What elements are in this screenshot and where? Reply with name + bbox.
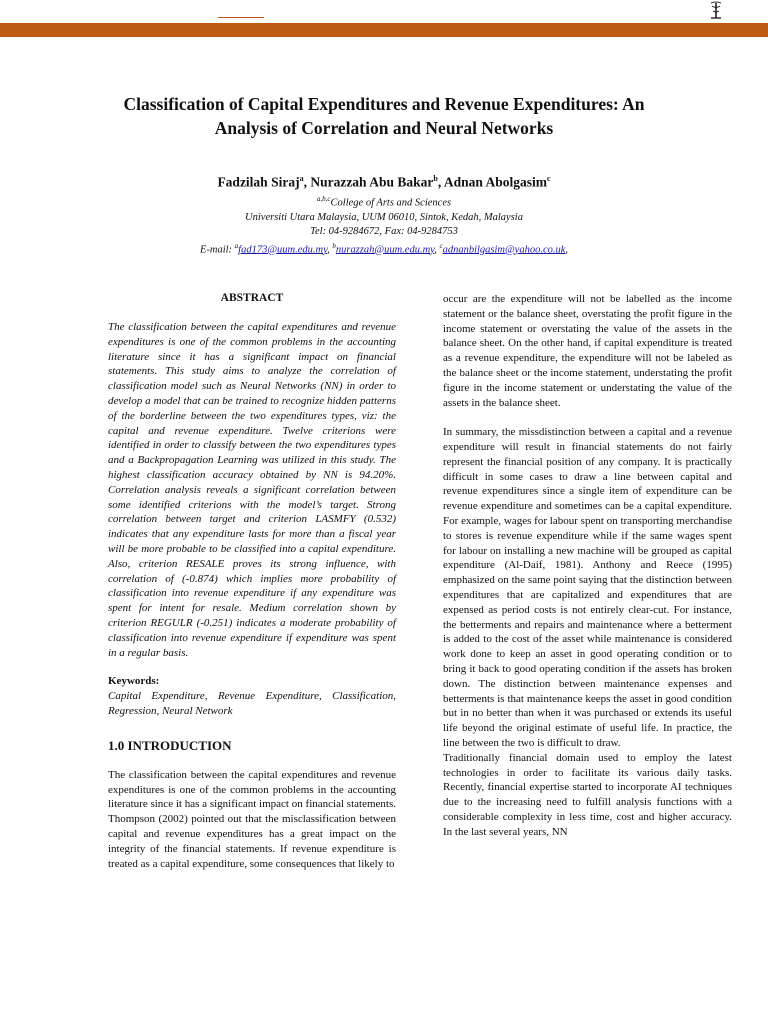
body-paragraph: Traditionally financial domain used to employ the latest technologies in order to facilitate its various daily tasks. Recently, financial expertise started to incorporate AI techniques due to the increasing need to fulfill analysis functions with a considerable complexity in less time, cost and higher accuracy. In the last several years, NN [443,751,732,838]
author-separator: , [437,174,444,190]
title-line-2: Analysis of Correlation and Neural Networks [214,118,554,138]
email-sup: c [439,241,443,250]
affiliation-block [60,192,708,257]
email-sup: b [332,241,336,250]
body-paragraph: In summary, the missdistinction between a capital and a revenue expenditure will result in financial statements do not fairly represent the financial position of any company. It is practically difficult in some cases to draw a line between capital and revenue expenditures since a single item of expenditure can be revenue expenditure and sometimes can be a capital expenditure. For example, wages for labour spent on transporting merchandise to stores is revenue expenditure while if the same wages spent for labour on installing a new machine will be grouped as capital expenditure (Al-Daif, 1981). Anthony and Reece (1995) emphasized on the same point saying that the distinction between expenditures that are capitalized and expenditures that are expensed as period costs is not entirely clear-cut. For instance, the betterments and repairs and maintenance where a betterment is added to the cost of the asset while maintenance is considered work done to keep an asset in good operating condition or to bring it back to good operating condition if the assets has broken down. The distinction between maintenance expenses and betterments is that maintenance keeps the asset in good condition but in no better than when it was purchased or extends its useful life beyond the original estimate of useful life. In practice, the line between the two is difficult to draw. [443,426,732,749]
introduction-paragraph: The classification between the capital expenditures and revenue expenditures is one of the common problems in the accounting literature since it has a significant impact on financial statements. Thompson (2002) pointed out that the misclassification between capital and revenue expenditures has a great impact on the integrity of the financial statements. If revenue expenditure is treated as a capital expenditure, some consequences that likely to [108,768,396,870]
email-link-author-b[interactable]: nurazzah@uum.edu.my [335,244,435,255]
author-sup: b [433,174,438,183]
header-band [0,23,768,37]
title-line-1: Classification of Capital Expenditures and Revenue Expenditures: An [123,94,645,114]
paragraph-gap [443,410,732,425]
author-name: Nurazzah Abu Bakar [310,174,434,190]
college-name: College of Arts and Sciences [330,197,452,209]
body-paragraph: occur are the expenditure will not be labelled as the income statement or the balance sheet, overstating the profit figure in the income statement or overstating the value of the assets in the balance sheet. On the other hand, if capital expenditure is treated as a revenue expenditure, the expenditure will not be labeled as the balance sheet or the income statement, understating the profit figure in the income statement or understating the value of the assets in the balance sheet. [443,293,732,409]
email-sup: a [234,241,239,250]
author-name: Adnan Abolgasim [443,174,547,190]
email-link-author-c[interactable]: adnanbilgasim@yahoo.co.uk [442,244,566,255]
right-column [443,292,732,839]
keywords-heading: Keywords: [108,675,160,688]
affiliation-sup: a,b,c [316,195,331,203]
affiliation-emails [60,239,708,258]
keywords-body: Capital Expenditure, Revenue Expenditure, Classification, Regression, Neural Network [108,690,396,717]
email-label: E-mail: [199,244,235,255]
left-column [108,291,396,871]
author-list [60,170,708,192]
introduction-heading: 1.0 INTRODUCTION [108,737,232,753]
abstract-heading: ABSTRACT [220,292,284,304]
email-separator: , [434,244,440,255]
author-sup: c [547,174,551,183]
author-sup: a [299,174,304,183]
affiliation-phone: Tel: 04-9284672, Fax: 04-9284753 [310,225,458,237]
abstract-body: The classification between the capital expenditures and revenue expenditures is one of the common problems in the accounting literature since it has a significant impact on financial statements. This study aims to analyze the correlation of classification model such as Neural Networks (NN) in order to develop a model that can be trained to recognize hidden patterns of the borderline between the two expenditures types, viz: the capital and revenue expenditure. Twelve criterions were identified in order to classify between the two expenditures types and a Backpropagation Learning was utilized in this study. The highest classification accuracy obtained by NN is 94.20%. Correlation analysis reveals a significant correlation between some identified criterions with the model’s target. Strong correlation between target and criterion LASMFY (0.532) indicates that any expenditure lasts for more than a fiscal year will be more probable to be classified into a capital expenditure. Also, criterion RESALE proves its strong influence, with correlation of (-0.874) which implies more probability of classification into revenue expenditure if any expenditure was spent for intent for resale. Medium correlation shown by criterion REGULR (-0.251) indicates a moderate probability of classification into revenue expenditure if expenditure was spent in a regular basis. [108,321,396,659]
email-link-author-a[interactable]: fad173@uum.edu.my [238,244,328,255]
paper-title [60,92,708,140]
affiliation-college [60,192,708,211]
affiliation-university: Universiti Utara Malaysia, UUM 06010, Sintok, Kedah, Malaysia [245,211,523,223]
email-separator: , [327,244,333,255]
author-name: Fadzilah Siraj [217,174,300,190]
author-separator: , [303,174,311,190]
header-rule [218,17,264,18]
journal-crest-icon [704,0,728,24]
email-end: , [565,244,569,255]
